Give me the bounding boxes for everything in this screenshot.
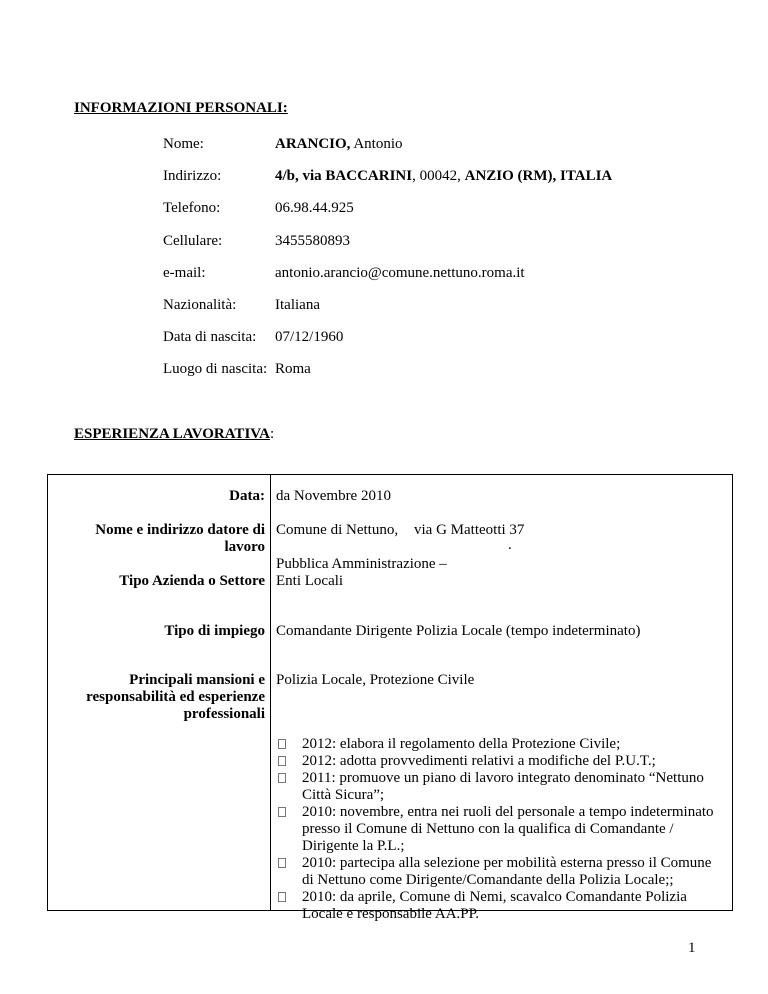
job-type-label: Tipo di impiego xyxy=(164,623,265,639)
birth-place-value: Roma xyxy=(275,361,311,377)
phone-value: 06.98.44.925 xyxy=(275,200,354,216)
name-label: Nome: xyxy=(163,136,204,152)
page-number: 1 xyxy=(688,940,696,956)
nationality-label: Nazionalità: xyxy=(163,297,237,313)
employer-label-line2: lavoro xyxy=(224,539,265,555)
surname: ARANCIO, xyxy=(275,136,351,152)
sector-label: Tipo Azienda o Settore xyxy=(119,573,265,589)
list-item-line: 2011: promuove un piano di lavoro integrato denominato “Nettuno xyxy=(302,770,704,786)
list-item xyxy=(278,804,726,855)
date-label: Data: xyxy=(229,488,265,504)
list-item-line: Città Sicura”; xyxy=(302,787,385,803)
checkbox-bullet-icon xyxy=(278,892,286,902)
experience-heading-text: ESPERIENZA LAVORATIVA xyxy=(74,426,271,442)
phone-label: Telefono: xyxy=(163,200,221,216)
email-label: e-mail: xyxy=(163,265,206,281)
duties-label xyxy=(86,672,265,723)
sector-value-line2: Enti Locali xyxy=(276,573,344,589)
address-city: ANZIO (RM), ITALIA xyxy=(464,168,613,184)
checkbox-bullet-icon xyxy=(278,858,286,868)
address-value xyxy=(275,168,612,185)
employer-label-line1: Nome e indirizzo datore di xyxy=(95,522,265,538)
list-item xyxy=(278,770,726,804)
duties-value: Polizia Locale, Protezione Civile xyxy=(276,672,475,688)
employer-label xyxy=(95,522,265,556)
checkbox-bullet-icon xyxy=(278,773,286,783)
list-item xyxy=(278,855,726,889)
list-item-line: 2010: da aprile, Comune di Nemi, scavalco Comandante Polizia xyxy=(302,889,687,905)
list-item-line: 2012: adotta provvedimenti relativi a modifiche del P.U.T.; xyxy=(302,753,656,769)
email-value[interactable]: antonio.arancio@comune.nettuno.roma.it xyxy=(275,265,525,281)
list-item xyxy=(278,889,726,923)
address-label: Indirizzo: xyxy=(163,168,222,184)
checkbox-bullet-icon xyxy=(278,739,286,749)
checkbox-bullet-icon xyxy=(278,807,286,817)
list-item-line: 2012: elabora il regolamento della Protezione Civile; xyxy=(302,736,621,752)
address-street: 4/b, via BACCARINI xyxy=(275,168,413,184)
birth-place-label: Luogo di nascita: xyxy=(163,361,268,377)
address-zip: , 00042, xyxy=(412,168,465,184)
employer-address: via G Matteotti 37 xyxy=(414,522,525,538)
name-value xyxy=(275,136,403,153)
experience-table-divider xyxy=(270,474,271,911)
experience-heading xyxy=(74,426,274,443)
list-item xyxy=(278,753,726,770)
checkbox-bullet-icon xyxy=(278,756,286,766)
mobile-label: Cellulare: xyxy=(163,233,223,249)
list-item-line: 2010: novembre, entra nei ruoli del personale a tempo indeterminato xyxy=(302,804,714,820)
birth-date-value: 07/12/1960 xyxy=(275,329,344,345)
employer-dot: . xyxy=(508,537,512,553)
employer-name: Comune di Nettuno, xyxy=(276,522,399,538)
first-name: Antonio xyxy=(350,136,403,152)
experience-heading-colon: : xyxy=(270,426,275,442)
list-item-line: Locale e responsabile AA.PP. xyxy=(302,906,480,922)
list-item-line: 2010: partecipa alla selezione per mobilità esterna presso il Comune xyxy=(302,855,712,871)
nationality-value: Italiana xyxy=(275,297,320,313)
date-value: da Novembre 2010 xyxy=(276,488,391,504)
experience-bullet-list xyxy=(278,736,726,923)
personal-info-heading: INFORMAZIONI PERSONALI: xyxy=(74,100,288,116)
list-item-line: di Nettuno come Dirigente/Comandante della Polizia Locale;; xyxy=(302,872,674,888)
job-type-value: Comandante Dirigente Polizia Locale (tempo indeterminato) xyxy=(276,623,641,639)
mobile-value: 3455580893 xyxy=(275,233,350,249)
duties-label-line3: professionali xyxy=(183,706,265,722)
list-item-line: Dirigente la P.L.; xyxy=(302,838,405,854)
duties-label-line2: responsabilità ed esperienze xyxy=(86,689,265,705)
sector-value-line1: Pubblica Amministrazione – xyxy=(276,556,447,572)
list-item-line: presso il Comune di Nettuno con la qualifica di Comandante / xyxy=(302,821,674,837)
duties-label-line1: Principali mansioni e xyxy=(129,672,265,688)
list-item xyxy=(278,736,726,753)
birth-date-label: Data di nascita: xyxy=(163,329,257,345)
